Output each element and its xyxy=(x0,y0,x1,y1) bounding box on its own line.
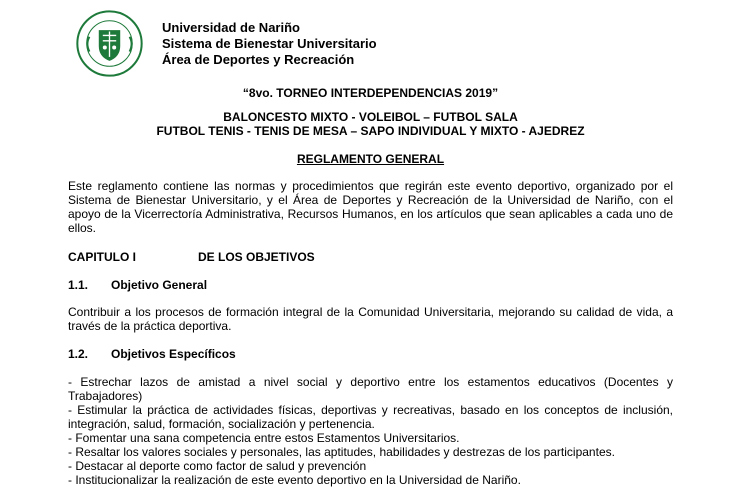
chapter-number: CAPITULO I xyxy=(68,250,136,264)
reglamento-heading: REGLAMENTO GENERAL xyxy=(296,152,445,166)
chapter-title: DE LOS OBJETIVOS xyxy=(198,250,315,264)
section-specific-heading xyxy=(68,347,236,361)
institution-block xyxy=(162,20,377,68)
specific-objectives-list xyxy=(68,375,673,487)
list-item: - Resaltar los valores sociales y personales, las aptitudes, habilidades y destrezas de los participantes. xyxy=(68,445,615,459)
sports-line-2: FUTBOL TENIS - TENIS DE MESA – SAPO INDIVIDUAL Y MIXTO - AJEDREZ xyxy=(156,124,585,138)
list-item: - Fomentar una sana competencia entre estos Estamentos Universitarios. xyxy=(68,431,460,445)
intro-paragraph: Este reglamento contiene las normas y procedimientos que regirán este evento deportivo, organizado por el Sistema de Bienestar Universitario, y el Área de Deportes y Recreación de la Universidad de Nariño, con el apoyo de la Vicerrectoría Administrativa, Recursos Humanos, en los artículos que sean aplicables a cada uno de ellos. xyxy=(68,179,673,235)
tournament-title: “8vo. TORNEO INTERDEPENDENCIAS 2019” xyxy=(242,86,499,100)
section-number: 1.1. xyxy=(68,278,89,292)
institution-system: Sistema de Bienestar Universitario xyxy=(162,36,377,51)
list-item: - Destacar al deporte como factor de salud y prevención xyxy=(68,459,367,473)
institution-name: Universidad de Nariño xyxy=(162,20,300,35)
list-item: - Institucionalizar la realización de este evento deportivo en la Universidad de Nariño. xyxy=(68,473,521,487)
section-general-heading xyxy=(68,278,207,292)
section-number: 1.2. xyxy=(68,347,89,361)
list-item: - Estrechar lazos de amistad a nivel social y deportivo entre los estamentos educativos (Docentes y Trabajadores) xyxy=(68,375,673,403)
university-seal-logo xyxy=(76,10,143,77)
section-title: Objetivo General xyxy=(111,278,208,292)
list-item: - Estimular la práctica de actividades físicas, deportivas y recreativas, basado en los conceptos de inclusión, integración, salud, formación, socialización y pertenencia. xyxy=(68,403,673,431)
institution-area: Área de Deportes y Recreación xyxy=(162,52,355,67)
general-objective-paragraph: Contribuir a los procesos de formación integral de la Comunidad Universitaria, mejorando su calidad de vida, a través de la práctica deportiva. xyxy=(68,305,673,333)
section-title: Objetivos Específicos xyxy=(111,347,236,361)
sports-line-1: BALONCESTO MIXTO - VOLEIBOL – FUTBOL SALA xyxy=(223,110,518,124)
